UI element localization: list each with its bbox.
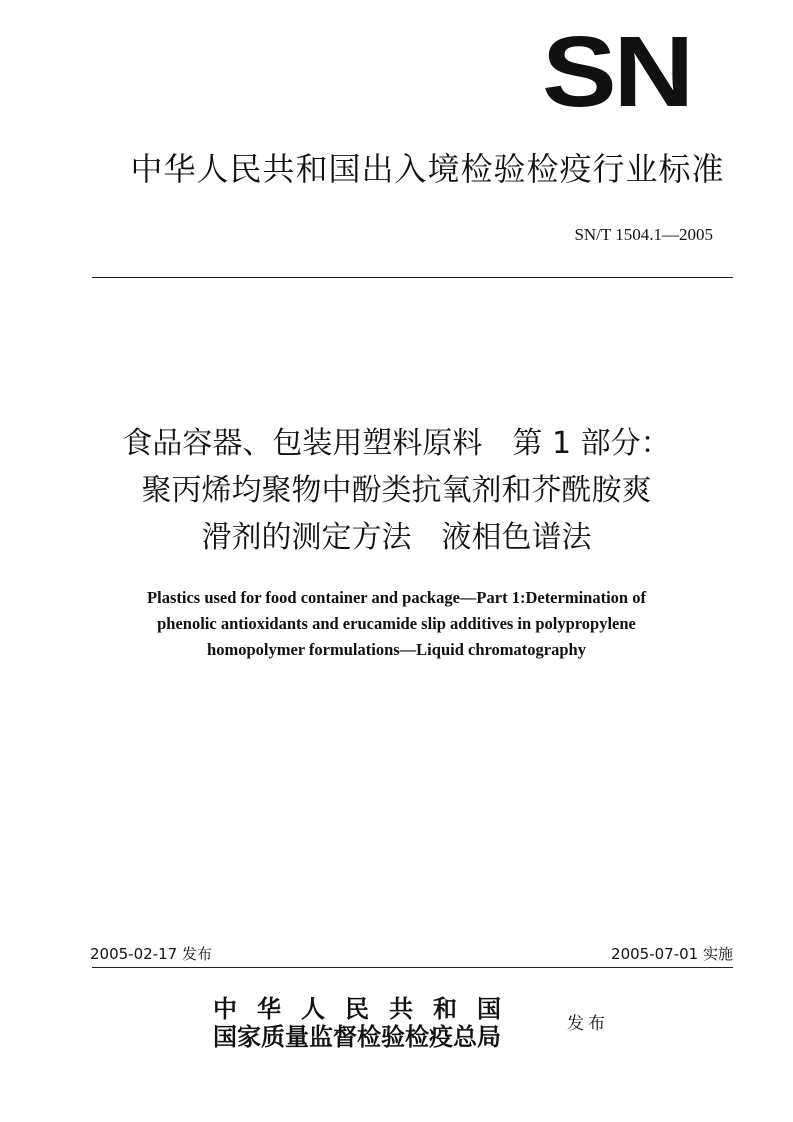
english-title-line-3: homopolymer formulations—Liquid chromatography	[207, 640, 586, 659]
issuer-block	[213, 995, 521, 1051]
chinese-title-line-3: 滑剂的测定方法 液相色谱法	[201, 520, 592, 555]
issue-date: 2005-02-17 发布	[90, 945, 212, 963]
issuer-line-1: 中华人民共和国	[213, 994, 521, 1023]
english-title-line-2: phenolic antioxidants and erucamide slip additives in polypropylene	[157, 614, 636, 633]
sn-logo: SN	[542, 16, 691, 128]
standard-number: SN/T 1504.1—2005	[574, 225, 713, 244]
english-title-line-1: Plastics used for food container and package—Part 1:Determination of	[147, 588, 646, 607]
chinese-title-line-1: 食品容器、包装用塑料原料 第 1 部分：	[122, 426, 671, 461]
standard-category-title: 中华人民共和国出入境检验检疫行业标准	[130, 150, 725, 188]
bottom-divider	[92, 967, 733, 968]
top-divider	[92, 277, 733, 278]
issuer-line-2: 国家质量监督检验检疫总局	[213, 1022, 501, 1051]
chinese-title-line-2: 聚丙烯均聚物中酚类抗氧剂和芥酰胺爽	[141, 473, 652, 508]
implementation-date: 2005-07-01 实施	[611, 945, 733, 963]
english-title	[60, 585, 733, 663]
issue-word: 发布	[567, 1014, 609, 1034]
chinese-title	[60, 420, 733, 561]
